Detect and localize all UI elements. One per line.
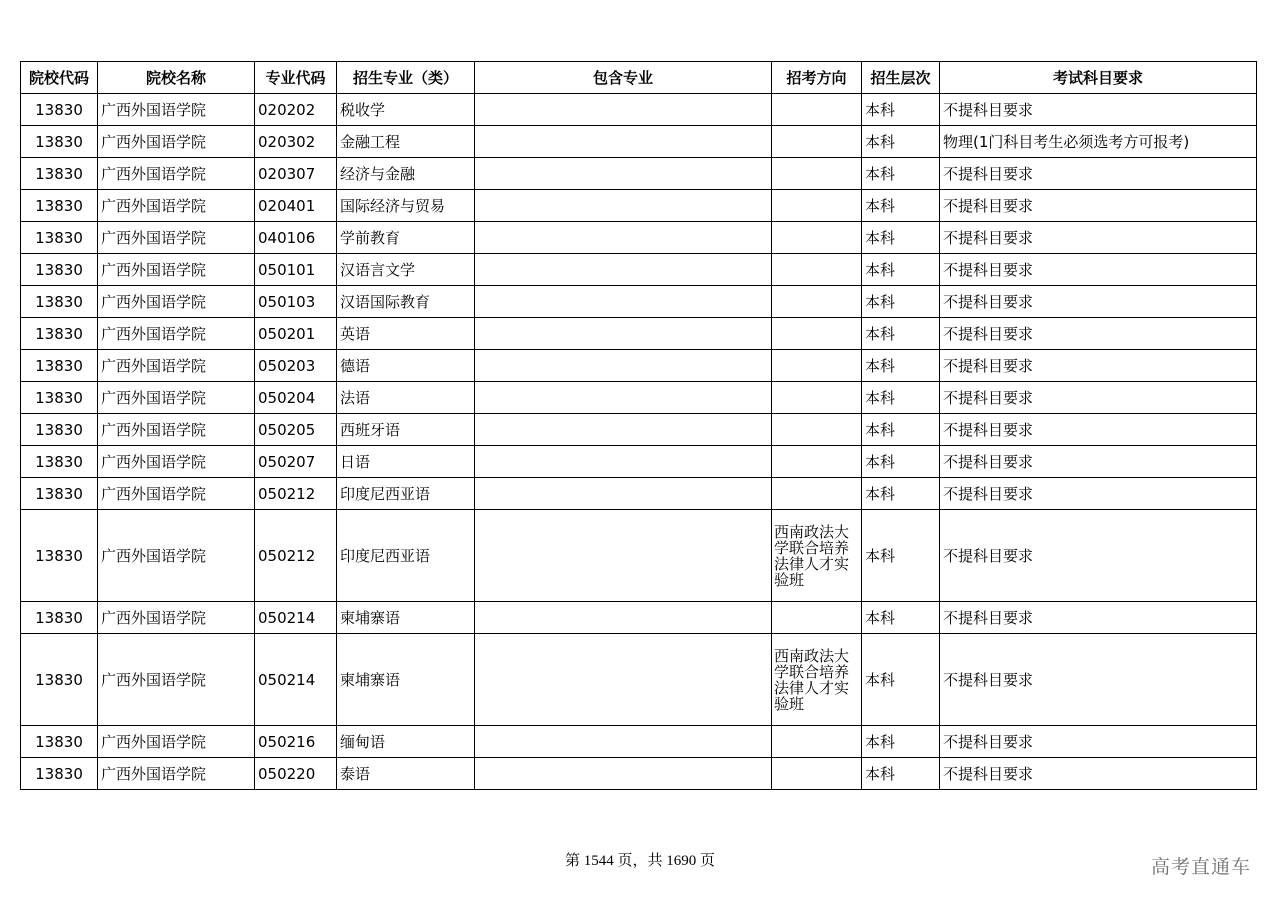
cell-major-code: 020302 bbox=[255, 126, 337, 158]
header-major-code: 专业代码 bbox=[255, 62, 337, 94]
cell-school-name: 广西外国语学院 bbox=[98, 478, 255, 510]
cell-school-name: 广西外国语学院 bbox=[98, 190, 255, 222]
cell-major: 柬埔寨语 bbox=[337, 634, 475, 726]
header-major: 招生专业（类） bbox=[337, 62, 475, 94]
cell-level: 本科 bbox=[862, 126, 940, 158]
cell-level: 本科 bbox=[862, 414, 940, 446]
cell-major: 汉语言文学 bbox=[337, 254, 475, 286]
cell-major: 印度尼西亚语 bbox=[337, 510, 475, 602]
cell-level: 本科 bbox=[862, 158, 940, 190]
cell-direction bbox=[772, 758, 862, 790]
cell-major-code: 050205 bbox=[255, 414, 337, 446]
cell-includes bbox=[475, 126, 772, 158]
cell-school-code: 13830 bbox=[21, 286, 98, 318]
cell-requirement: 不提科目要求 bbox=[940, 758, 1257, 790]
cell-school-code: 13830 bbox=[21, 758, 98, 790]
cell-requirement: 不提科目要求 bbox=[940, 414, 1257, 446]
cell-direction bbox=[772, 318, 862, 350]
cell-school-name: 广西外国语学院 bbox=[98, 634, 255, 726]
table-row bbox=[21, 318, 1257, 350]
table-row bbox=[21, 126, 1257, 158]
cell-school-code: 13830 bbox=[21, 446, 98, 478]
table-row bbox=[21, 94, 1257, 126]
cell-school-name: 广西外国语学院 bbox=[98, 602, 255, 634]
cell-direction bbox=[772, 446, 862, 478]
cell-school-name: 广西外国语学院 bbox=[98, 382, 255, 414]
cell-includes bbox=[475, 286, 772, 318]
table-row bbox=[21, 222, 1257, 254]
cell-requirement: 不提科目要求 bbox=[940, 478, 1257, 510]
cell-includes bbox=[475, 414, 772, 446]
cell-level: 本科 bbox=[862, 602, 940, 634]
cell-major-code: 050201 bbox=[255, 318, 337, 350]
cell-level: 本科 bbox=[862, 94, 940, 126]
cell-school-code: 13830 bbox=[21, 254, 98, 286]
enrollment-table bbox=[20, 61, 1257, 790]
cell-level: 本科 bbox=[862, 350, 940, 382]
cell-level: 本科 bbox=[862, 634, 940, 726]
cell-requirement: 不提科目要求 bbox=[940, 254, 1257, 286]
cell-school-name: 广西外国语学院 bbox=[98, 94, 255, 126]
cell-requirement: 不提科目要求 bbox=[940, 382, 1257, 414]
header-includes: 包含专业 bbox=[475, 62, 772, 94]
cell-includes bbox=[475, 350, 772, 382]
cell-requirement: 不提科目要求 bbox=[940, 190, 1257, 222]
cell-requirement: 不提科目要求 bbox=[940, 634, 1257, 726]
cell-major-code: 050204 bbox=[255, 382, 337, 414]
cell-direction bbox=[772, 286, 862, 318]
cell-includes bbox=[475, 446, 772, 478]
cell-school-code: 13830 bbox=[21, 726, 98, 758]
page-footer: 第 1544 页，共 1690 页 bbox=[564, 853, 715, 869]
cell-major-code: 050207 bbox=[255, 446, 337, 478]
cell-direction bbox=[772, 478, 862, 510]
table-row bbox=[21, 478, 1257, 510]
cell-major-code: 050212 bbox=[255, 510, 337, 602]
cell-level: 本科 bbox=[862, 254, 940, 286]
table-row bbox=[21, 382, 1257, 414]
cell-major: 税收学 bbox=[337, 94, 475, 126]
cell-level: 本科 bbox=[862, 318, 940, 350]
cell-level: 本科 bbox=[862, 382, 940, 414]
cell-includes bbox=[475, 318, 772, 350]
cell-major-code: 050214 bbox=[255, 602, 337, 634]
cell-includes bbox=[475, 758, 772, 790]
cell-direction bbox=[772, 414, 862, 446]
cell-requirement: 不提科目要求 bbox=[940, 446, 1257, 478]
cell-major-code: 040106 bbox=[255, 222, 337, 254]
cell-includes bbox=[475, 254, 772, 286]
cell-school-code: 13830 bbox=[21, 510, 98, 602]
cell-school-name: 广西外国语学院 bbox=[98, 158, 255, 190]
cell-level: 本科 bbox=[862, 510, 940, 602]
header-school-code: 院校代码 bbox=[21, 62, 98, 94]
table-row bbox=[21, 414, 1257, 446]
cell-requirement: 不提科目要求 bbox=[940, 726, 1257, 758]
cell-school-name: 广西外国语学院 bbox=[98, 254, 255, 286]
table-row bbox=[21, 726, 1257, 758]
header-requirement: 考试科目要求 bbox=[940, 62, 1257, 94]
cell-school-code: 13830 bbox=[21, 382, 98, 414]
cell-direction bbox=[772, 126, 862, 158]
cell-major-code: 050214 bbox=[255, 634, 337, 726]
cell-school-name: 广西外国语学院 bbox=[98, 286, 255, 318]
cell-includes bbox=[475, 158, 772, 190]
table-row bbox=[21, 510, 1257, 602]
cell-school-name: 广西外国语学院 bbox=[98, 350, 255, 382]
cell-school-name: 广西外国语学院 bbox=[98, 510, 255, 602]
cell-school-code: 13830 bbox=[21, 190, 98, 222]
cell-major: 金融工程 bbox=[337, 126, 475, 158]
cell-school-code: 13830 bbox=[21, 414, 98, 446]
cell-major-code: 050220 bbox=[255, 758, 337, 790]
cell-major: 学前教育 bbox=[337, 222, 475, 254]
header-level: 招生层次 bbox=[862, 62, 940, 94]
cell-school-code: 13830 bbox=[21, 158, 98, 190]
cell-major: 法语 bbox=[337, 382, 475, 414]
watermark-logo: 高考直通车 bbox=[1150, 856, 1251, 878]
cell-major: 英语 bbox=[337, 318, 475, 350]
cell-major-code: 050212 bbox=[255, 478, 337, 510]
cell-direction bbox=[772, 222, 862, 254]
cell-includes bbox=[475, 510, 772, 602]
table-row bbox=[21, 190, 1257, 222]
cell-school-code: 13830 bbox=[21, 126, 98, 158]
cell-requirement: 物理(1门科目考生必须选考方可报考) bbox=[940, 126, 1257, 158]
cell-level: 本科 bbox=[862, 190, 940, 222]
cell-major-code: 020202 bbox=[255, 94, 337, 126]
cell-includes bbox=[475, 190, 772, 222]
table-row bbox=[21, 634, 1257, 726]
cell-major-code: 050216 bbox=[255, 726, 337, 758]
cell-major-code: 020307 bbox=[255, 158, 337, 190]
cell-school-name: 广西外国语学院 bbox=[98, 726, 255, 758]
table-row bbox=[21, 602, 1257, 634]
table-row bbox=[21, 286, 1257, 318]
cell-major: 泰语 bbox=[337, 758, 475, 790]
header-school-name: 院校名称 bbox=[98, 62, 255, 94]
cell-includes bbox=[475, 478, 772, 510]
cell-includes bbox=[475, 634, 772, 726]
cell-major: 日语 bbox=[337, 446, 475, 478]
cell-major: 印度尼西亚语 bbox=[337, 478, 475, 510]
cell-major-code: 050103 bbox=[255, 286, 337, 318]
header-direction: 招考方向 bbox=[772, 62, 862, 94]
cell-school-code: 13830 bbox=[21, 634, 98, 726]
cell-requirement: 不提科目要求 bbox=[940, 94, 1257, 126]
cell-includes bbox=[475, 94, 772, 126]
cell-includes bbox=[475, 222, 772, 254]
cell-level: 本科 bbox=[862, 222, 940, 254]
cell-school-name: 广西外国语学院 bbox=[98, 222, 255, 254]
table-row bbox=[21, 254, 1257, 286]
cell-requirement: 不提科目要求 bbox=[940, 350, 1257, 382]
cell-major: 德语 bbox=[337, 350, 475, 382]
cell-school-code: 13830 bbox=[21, 222, 98, 254]
table-row bbox=[21, 758, 1257, 790]
cell-direction bbox=[772, 726, 862, 758]
cell-direction: 西南政法大学联合培养法律人才实验班 bbox=[772, 634, 862, 726]
cell-school-name: 广西外国语学院 bbox=[98, 758, 255, 790]
cell-direction bbox=[772, 254, 862, 286]
cell-level: 本科 bbox=[862, 726, 940, 758]
cell-level: 本科 bbox=[862, 286, 940, 318]
cell-requirement: 不提科目要求 bbox=[940, 318, 1257, 350]
cell-school-code: 13830 bbox=[21, 602, 98, 634]
cell-requirement: 不提科目要求 bbox=[940, 510, 1257, 602]
cell-requirement: 不提科目要求 bbox=[940, 286, 1257, 318]
cell-direction bbox=[772, 350, 862, 382]
cell-school-code: 13830 bbox=[21, 94, 98, 126]
cell-school-code: 13830 bbox=[21, 318, 98, 350]
cell-major-code: 020401 bbox=[255, 190, 337, 222]
cell-direction: 西南政法大学联合培养法律人才实验班 bbox=[772, 510, 862, 602]
cell-major: 汉语国际教育 bbox=[337, 286, 475, 318]
cell-requirement: 不提科目要求 bbox=[940, 602, 1257, 634]
cell-major: 缅甸语 bbox=[337, 726, 475, 758]
cell-direction bbox=[772, 190, 862, 222]
cell-major-code: 050101 bbox=[255, 254, 337, 286]
cell-direction bbox=[772, 602, 862, 634]
table-row bbox=[21, 350, 1257, 382]
cell-school-name: 广西外国语学院 bbox=[98, 414, 255, 446]
cell-direction bbox=[772, 94, 862, 126]
cell-level: 本科 bbox=[862, 446, 940, 478]
cell-major: 柬埔寨语 bbox=[337, 602, 475, 634]
table-row bbox=[21, 446, 1257, 478]
cell-school-name: 广西外国语学院 bbox=[98, 126, 255, 158]
cell-school-code: 13830 bbox=[21, 350, 98, 382]
cell-direction bbox=[772, 158, 862, 190]
cell-school-name: 广西外国语学院 bbox=[98, 446, 255, 478]
cell-includes bbox=[475, 382, 772, 414]
cell-includes bbox=[475, 602, 772, 634]
cell-school-name: 广西外国语学院 bbox=[98, 318, 255, 350]
cell-major-code: 050203 bbox=[255, 350, 337, 382]
cell-major: 国际经济与贸易 bbox=[337, 190, 475, 222]
cell-school-code: 13830 bbox=[21, 478, 98, 510]
header-row bbox=[21, 62, 1257, 94]
cell-includes bbox=[475, 726, 772, 758]
cell-requirement: 不提科目要求 bbox=[940, 158, 1257, 190]
cell-level: 本科 bbox=[862, 478, 940, 510]
cell-direction bbox=[772, 382, 862, 414]
cell-level: 本科 bbox=[862, 758, 940, 790]
table-row bbox=[21, 158, 1257, 190]
cell-major: 经济与金融 bbox=[337, 158, 475, 190]
cell-major: 西班牙语 bbox=[337, 414, 475, 446]
cell-requirement: 不提科目要求 bbox=[940, 222, 1257, 254]
